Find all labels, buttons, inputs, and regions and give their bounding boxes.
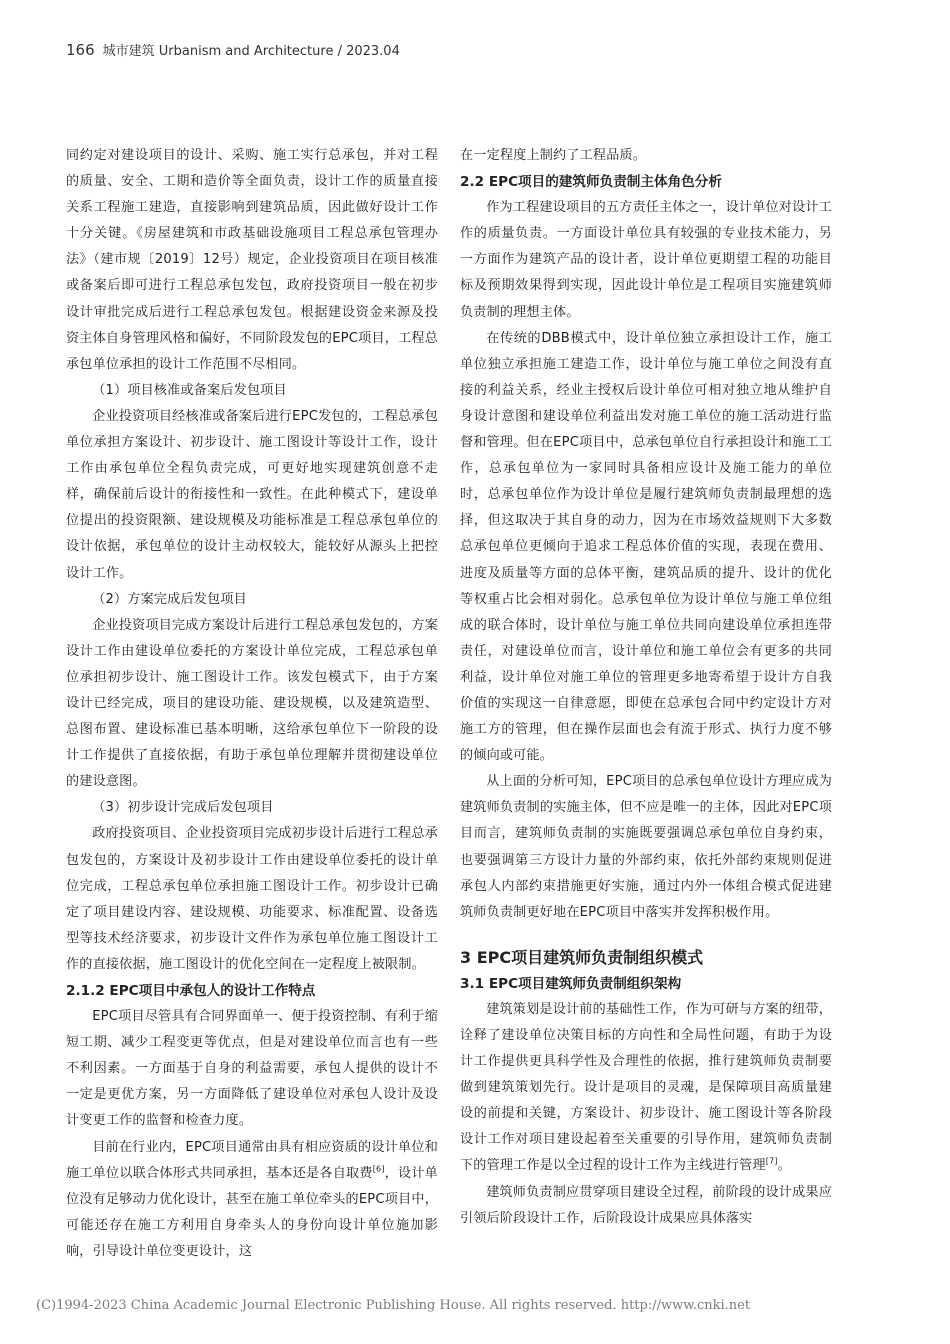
- paragraph: 政府投资项目、企业投资项目完成初步设计后进行工程总承包发包的，方案设计及初步设计工作由建设单位委托的设计单位完成，工程总承包单位承担施工图设计工作。初步设计已确定了项目建设内容、建设规模、功能要求、标准配置、设备选型等技术经济要求，初步设计文件作为承包单位施工图设计工作的直接依据，施工图设计的优化空间在一定程度上被限制。: [66, 826, 438, 972]
- right-column: [460, 143, 832, 1232]
- paragraph: 在一定程度上制约了工程品质。: [460, 148, 647, 163]
- page-number: 166: [66, 41, 95, 59]
- journal-title: 城市建筑 Urbanism and Architecture / 2023.04: [102, 44, 400, 59]
- paragraph-text: 建筑策划是设计前的基础性工作，作为可研与方案的纽带，诠释了建设单位决策目标的方向性和全局性问题，有助于为设计工作提供更具科学性及合理性的依据，推行建筑师负责制要做到建筑策划先行。设计是项目的灵魂，是保障项目高质量建设的前提和关键，方案设计、初步设计、施工图设计等各阶段设计工作对项目建设起着至关重要的引导作用，建筑师负责制下的管理工作是以全过程的设计工作为主线进行管理: [460, 1001, 832, 1174]
- paragraph: [66, 1135, 438, 1265]
- paragraph: 作为工程建设项目的五方责任主体之一，设计单位对设计工作的质量负责。一方面设计单位具有较强的专业技术能力，另一方面作为建筑产品的设计者，设计单位更期望工程的功能目标及预期效果得到实现，因此设计单位是工程项目实施建筑师负责制的理想主体。: [460, 200, 832, 320]
- paragraph: [460, 997, 832, 1180]
- paragraph: 从上面的分析可知，EPC项目的总承包单位设计方理应成为建筑师负责制的实施主体，但不应是唯一的主体，因此对EPC项目而言，建筑师负责制的实施既要强调总承包单位自身约束，也要强调第三方设计力量的外部约束，依托外部约束规则促进承包人内部约束措施更好实施，通过内外一体组合模式促进建筑师负责制更好地在EPC项目中落实并发挥积极作用。: [460, 774, 832, 920]
- citation-ref[interactable]: [7]: [765, 1157, 778, 1167]
- section-heading-3-1: 3.1 EPC项目建筑师负责制组织架构: [460, 975, 682, 992]
- subsection-label: （2）方案完成后发包项目: [92, 591, 247, 607]
- section-heading-2-1-2: 2.1.2 EPC项目中承包人的设计工作特点: [66, 983, 316, 999]
- subsection-label: （1）项目核准或备案后发包项目: [92, 382, 287, 398]
- running-header: [66, 40, 400, 59]
- left-column: [66, 143, 438, 1265]
- paragraph: 同约定对建设项目的设计、采购、施工实行总承包，并对工程的质量、安全、工期和造价等全面负责，设计工作的质量直接关系工程施工建造，直接影响到建筑品质，因此做好设计工作十分关键。《房屋建筑和市政基础设施项目工程总承包管理办法》（建市规〔2019〕12号）规定，企业投资项目在项目核准或备案后即可进行工程总承包发包，政府投资项目一般在初步设计审批完成后进行工程总承包发包。根据建设资金来源及投资主体自身管理风格和偏好，不同阶段发包的EPC项目，工程总承包单位承担的设计工作范围不尽相同。: [66, 148, 438, 372]
- copyright-footer: (C)1994-2023 China Academic Journal Electronic Publishing House. All rights reserved. http://www.cnki.net: [36, 1298, 751, 1313]
- paragraph-text: ，设计单位没有足够动力优化设计，甚至在施工单位牵头的EPC项目中，可能还存在施工方利用自身牵头人的身份向设计单位施加影响，引导设计单位变更设计，这: [66, 1165, 438, 1259]
- paragraph: 企业投资项目经核准或备案后进行EPC发包的，工程总承包单位承担方案设计、初步设计、施工图设计等设计工作，设计工作由承包单位全程负责完成，可更好地实现建筑创意不走样，确保前后设计的衔接性和一致性。在此种模式下，建设单位提出的投资限额、建设规模及功能标准是工程总承包单位的设计依据，承包单位的设计主动权较大，能较好从源头上把控设计工作。: [66, 408, 438, 581]
- citation-ref[interactable]: [6]: [372, 1164, 385, 1174]
- section-heading-3: 3 EPC项目建筑师负责制组织模式: [460, 947, 704, 967]
- subsection-label: （3）初步设计完成后发包项目: [92, 800, 274, 816]
- section-heading-2-2: 2.2 EPC项目的建筑师负责制主体角色分析: [460, 174, 722, 191]
- paragraph: 在传统的DBB模式中，设计单位独立承担设计工作，施工单位独立承担施工建造工作，设计单位与施工单位之间没有直接的利益关系，经业主授权后设计单位可相对独立地从维护自身设计意图和建设单位利益出发对施工单位的施工活动进行监督和管理。但在EPC项目中，总承包单位自行承担设计和施工工作，总承包单位为一家同时具备相应设计及施工能力的单位时，总承包单位作为设计单位是履行建筑师负责制最理想的选择，但这取决于其自身的动力，因为在市场效益规则下大多数总承包单位更倾向于追求工程总体价值的实现，表现在费用、进度及质量等方面的总体平衡，建筑品质的提升、设计的优化等权重占比会相对弱化。总承包单位为设计单位与施工单位组成的联合体时，设计单位与施工单位共同向建设单位承担连带责任，对建设单位而言，设计单位和施工单位会有更多的共同利益，设计单位对施工单位的管理更多地寄希望于设计方自我价值的实现这一自律意愿，即使在总承包合同中约定设计方对施工方的管理，但在操作层面也会有流于形式、执行力度不够的倾向或可能。: [460, 330, 832, 764]
- paragraph-text: 目前在行业内，EPC项目通常由具有相应资质的设计单位和施工单位以联合体形式共同承担，基本还是各自取费: [66, 1139, 438, 1181]
- paragraph: 建筑师负责制应贯穿项目建设全过程，前阶段的设计成果应引领后阶段设计工作，后阶段设计成果应具体落实: [460, 1184, 832, 1226]
- paragraph: 企业投资项目完成方案设计后进行工程总承包发包的，方案设计工作由建设单位委托的方案设计单位完成，工程总承包单位承担初步设计、施工图设计工作。该发包模式下，由于方案设计已经完成，项目的建设功能、建设规模，以及建筑造型、总图布置、建设标准已基本明晰，这给承包单位下一阶段的设计工作提供了直接依据，有助于承包单位理解并贯彻建设单位的建设意图。: [66, 617, 438, 790]
- paragraph: EPC项目尽管具有合同界面单一、便于投资控制、有利于缩短工期、减少工程变更等优点，但是对建设单位而言也有一些不利因素。一方面基于自身的利益需要，承包人提供的设计不一定是更优方案，另一方面降低了建设单位对承包人设计及设计变更工作的监督和检查力度。: [66, 1009, 438, 1129]
- paragraph-text: 。: [777, 1158, 791, 1174]
